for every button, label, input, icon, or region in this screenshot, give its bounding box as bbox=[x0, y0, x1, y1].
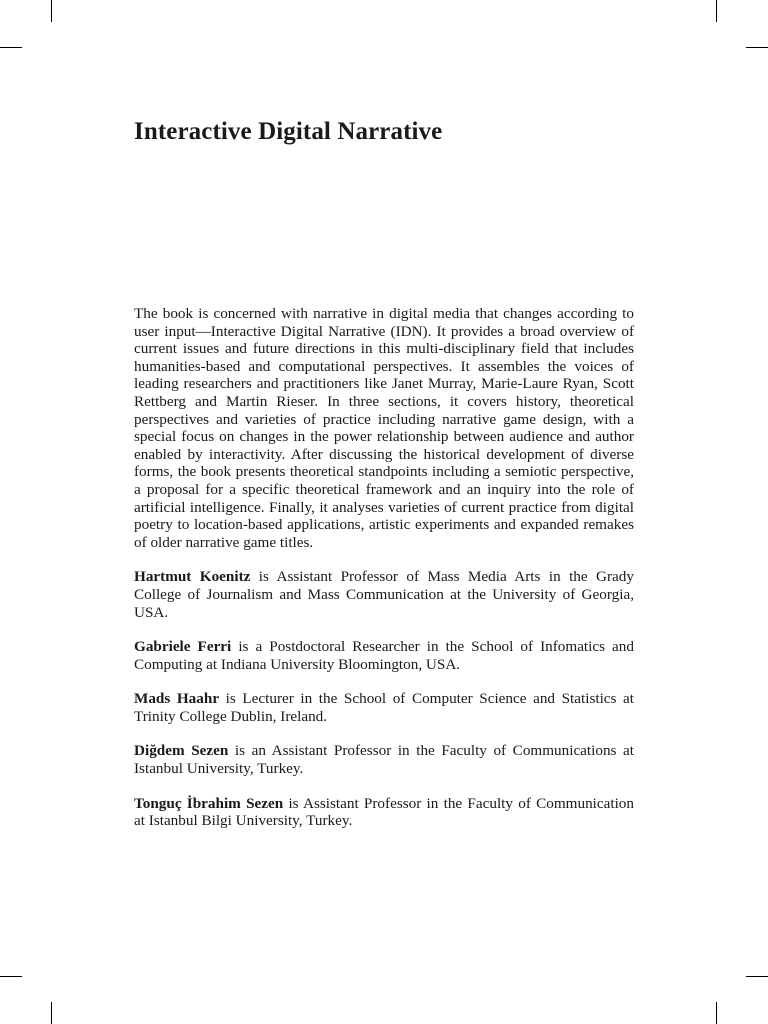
editor-bio bbox=[134, 638, 634, 673]
crop-mark-bottom-left-h bbox=[0, 976, 22, 977]
editor-name: Hartmut Koenitz bbox=[134, 568, 251, 586]
editor-bio-text: is Assistant Professor of Mass Media Arts in the Grady College of Journalism and Mass Communication at the University of Georgia, USA. bbox=[134, 568, 634, 621]
book-description bbox=[134, 305, 634, 847]
crop-mark-top-right bbox=[716, 0, 717, 22]
editor-bio bbox=[134, 795, 634, 830]
crop-mark-top-left bbox=[51, 0, 52, 22]
editor-name: Mads Haahr bbox=[134, 690, 220, 708]
editor-name: Gabriele Ferri bbox=[134, 638, 232, 656]
crop-mark-bottom-left bbox=[51, 1002, 52, 1024]
editor-name: Diğdem Sezen bbox=[134, 742, 229, 760]
crop-mark-top-right-h bbox=[746, 47, 768, 48]
editor-bio-text: is Assistant Professor in the Faculty of Communication at Istanbul Bilgi University, Turkey. bbox=[134, 794, 634, 830]
crop-mark-top-left-h bbox=[0, 47, 22, 48]
editor-name: Tonguç İbrahim Sezen bbox=[134, 794, 284, 812]
book-title: Interactive Digital Narrative bbox=[134, 118, 443, 145]
editor-bio-text: is Lecturer in the School of Computer Science and Statistics at Trinity College Dublin, Ireland. bbox=[134, 690, 634, 725]
abstract-paragraph: The book is concerned with narrative in digital media that changes according to user input—Interactive Digital Narrative (IDN). It provides a broad overview of current issues and future directions in this multi-disciplinary field that includes humanities-based and computational perspectives. It assembles the voices of leading researchers and practitioners like Janet Murray, Marie-Laure Ryan, Scott Rettberg and Martin Rieser. In three sections, it covers history, theoretical perspectives and varieties of practice including narrative game design, with a special focus on changes in the power relationship between audience and author enabled by interactivity. After discussing the historical development of diverse forms, the book presents theoretical standpoints including a semiotic perspective, a proposal for a specific theoretical framework and an inquiry into the role of artificial intelligence. Finally, it analyses varieties of current practice from digital poetry to location-based applications, artistic experiments and expanded remakes of older narrative game titles. bbox=[134, 305, 634, 551]
editor-bio-text: is an Assistant Professor in the Faculty of Communications at Istanbul University, Turkey. bbox=[134, 742, 634, 778]
crop-mark-bottom-right-h bbox=[746, 976, 768, 977]
editor-bio bbox=[134, 742, 634, 777]
editor-bio bbox=[134, 568, 634, 621]
editor-bio-text: is a Postdoctoral Researcher in the School of Infomatics and Computing at Indiana University Bloomington, USA. bbox=[134, 638, 634, 673]
crop-mark-bottom-right bbox=[716, 1002, 717, 1024]
editor-bio bbox=[134, 690, 634, 725]
